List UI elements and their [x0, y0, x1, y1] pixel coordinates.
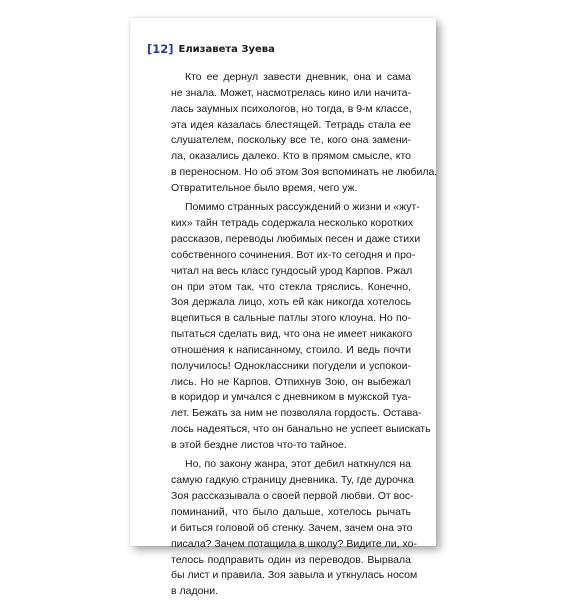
text-line: собственного сочинения. Вот их-то сегодня и про- — [171, 248, 416, 261]
text-line: в этой бездне листов что-то тайное. — [171, 439, 347, 451]
text-line: Кто ее дернул завести дневник, она и сама — [185, 71, 411, 83]
text-line: читал на весь класс гундосый урод Карпов. Ржал — [171, 264, 413, 277]
text-line: Зоя рассказывала о своей первой любви. От вос- — [171, 490, 414, 503]
paragraph — [171, 200, 431, 454]
text-line: лось надеяться, что он банально не успеет выискать — [171, 423, 431, 436]
text-line: Помимо странных рассуждений о жизни и «жут- — [185, 201, 420, 214]
text-line: бы лист и правила. Зоя завыла и уткнулась носом — [171, 569, 418, 582]
text-line: лет. Бежать за ним не позволяла гордость. Остава- — [171, 407, 422, 420]
text-line: ких» тайн тетрадь содержала несколько коротких — [171, 217, 414, 230]
text-line: Отвратительное было время, чего уж. — [171, 181, 358, 194]
text-line: Но, по закону жанра, этот дебил наткнулся на — [185, 458, 411, 471]
text-line: лись. Но не Карпов. Отпихнув Зою, он выбежал — [171, 375, 411, 388]
running-header — [147, 41, 275, 57]
text-line: лась заумных психологов, но тогда, в 9-м классе, — [171, 102, 412, 115]
page-number: [12] — [147, 42, 174, 56]
paragraph — [171, 457, 418, 600]
text-line: в переносном. Но об этом Зоя вспоминать не любила. — [171, 166, 438, 179]
book-page — [130, 18, 438, 598]
text-line: ла, оказались далеко. Кто в прямом смысле, кто — [171, 150, 411, 163]
text-line: рассказов, переводы любимых песен и даже стихи — [171, 233, 421, 246]
text-line: он при этом так, что стекла тряслись. Конечно, — [171, 280, 411, 293]
text-line: вцепиться в сальные патлы этого клоуна. Но по- — [171, 312, 411, 325]
text-line: телось подправить один из переводов. Вырвала — [171, 553, 411, 566]
text-line: пытаться сделать вид, что она не имеет никакого — [171, 328, 413, 341]
text-line: и биться головой об стенку. Зачем, зачем она это — [171, 521, 413, 534]
text-line: слушателем, поскольку все те, кого она замени- — [171, 134, 411, 147]
text-line: самую гадкую страницу дневника. Ту, где дурочка — [171, 474, 414, 487]
text-line: Зоя держала лицо, хоть ей как никогда хотелось — [171, 296, 411, 309]
text-line: отношения к написанному, стоило. И ведь почти — [171, 343, 411, 356]
text-line: поминаний, что было дальше, хотелось рычать — [171, 505, 411, 518]
text-line: не знала. Может, насмотрелась кино или начита- — [171, 86, 411, 99]
text-line: писала? Зачем потащила в школу? Видите ли, хо- — [171, 537, 417, 550]
text-line: в коридор и умчался с дневником в мужской туа- — [171, 391, 411, 404]
text-line: в ладони. — [171, 585, 219, 598]
paragraph — [171, 70, 438, 197]
text-line: эта идея казалась блестящей. Тетрадь стала ее — [171, 118, 411, 131]
author-name: Елизавета Зуева — [178, 43, 275, 55]
text-line: получилось! Одноклассники погудели и успокои- — [171, 359, 411, 372]
body-text — [171, 70, 438, 604]
